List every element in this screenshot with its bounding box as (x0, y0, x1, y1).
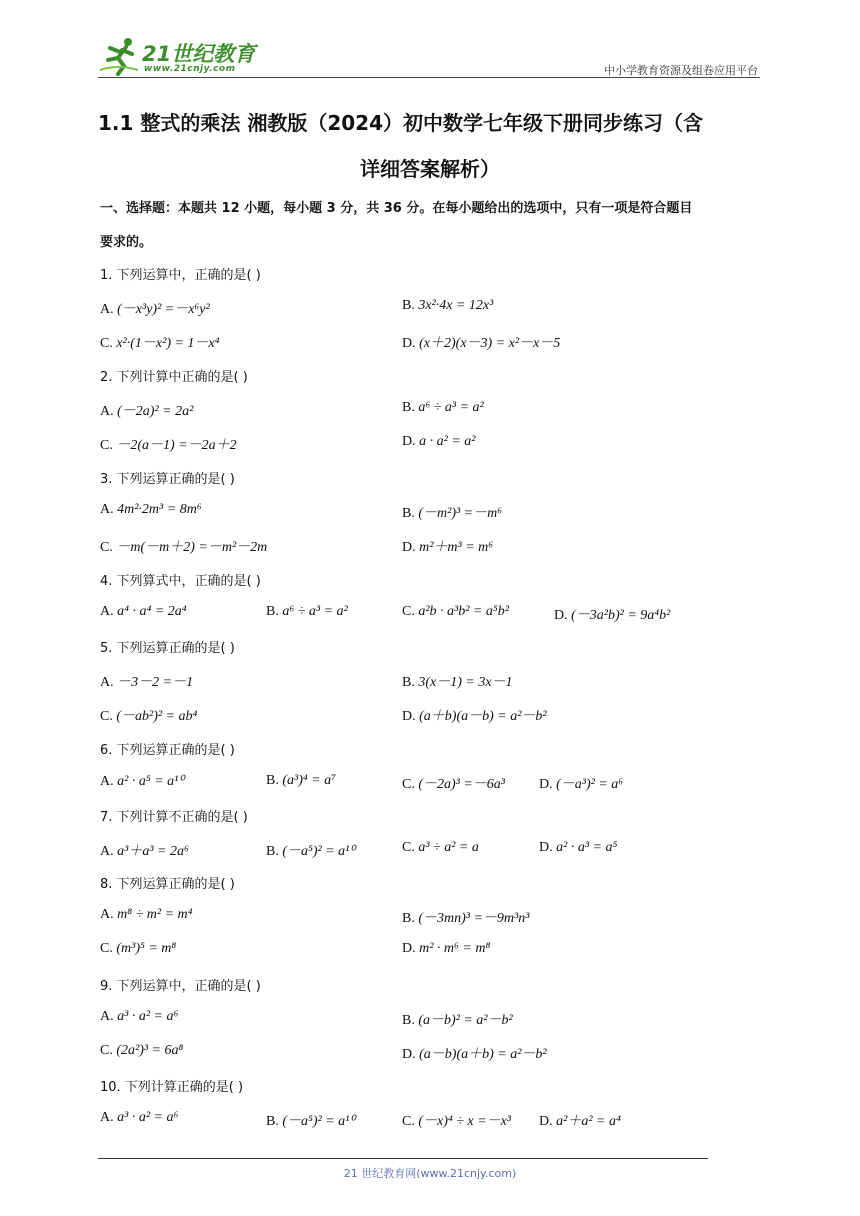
footer-link[interactable]: 21 世纪教育网(www.21cnjy.com) (343, 1167, 517, 1180)
option-b: B. (－a⁵)² = a¹⁰ (266, 844, 355, 859)
option-c: C. (－x)⁴ ÷ x =－x³ (402, 1114, 512, 1129)
title-line-2: 详细答案解析） (360, 157, 500, 181)
option-a: A. m⁸ ÷ m² = m⁴ (100, 907, 193, 922)
option-a: A. (－2a)² = 2a² (100, 404, 194, 419)
section-line-2: 要求的。 (100, 235, 153, 250)
option-b: B. 3(x－1) = 3x－1 (402, 675, 513, 690)
logo-text: 21世纪教育 (142, 42, 256, 66)
question-stem: 7. 下列计算不正确的是( ) (100, 810, 248, 825)
option-d: D. (a－b)(a＋b) = a²－b² (402, 1047, 547, 1062)
option-d: D. a² · a³ = a⁵ (539, 840, 618, 855)
option-d: D. a · a² = a² (402, 434, 476, 449)
option-d: D. m²＋m³ = m⁶ (402, 540, 494, 555)
option-a: A. a³ · a² = a⁶ (100, 1110, 179, 1125)
footer-divider (98, 1158, 708, 1159)
option-c: C. (－ab²)² = ab⁴ (100, 709, 198, 724)
option-a: A. a² · a⁵ = a¹⁰ (100, 774, 184, 789)
question-stem: 3. 下列运算正确的是( ) (100, 472, 235, 487)
section-line-1: 一、选择题：本题共 12 小题，每小题 3 分，共 36 分。在每小题给出的选项中，只有一项是符合题目 (100, 201, 693, 216)
option-c: C. (－2a)³ =－6a³ (402, 777, 506, 792)
option-a: A. －3－2 =－1 (100, 675, 194, 690)
option-d: D. (－3a²b)² = 9a⁴b² (554, 608, 671, 623)
platform-name: 中小学教育资源及组卷应用平台 (604, 64, 758, 77)
question-stem: 1. 下列运算中，正确的是( ) (100, 268, 261, 283)
option-c: C. (m³)⁵ = m⁸ (100, 941, 177, 956)
option-d: D. (a＋b)(a－b) = a²－b² (402, 709, 547, 724)
question-stem: 8. 下列运算正确的是( ) (100, 877, 235, 892)
option-d: D. a²＋a² = a⁴ (539, 1114, 621, 1129)
option-c: C. (2a²)³ = 6a⁸ (100, 1043, 184, 1058)
option-c: C. －m(－m＋2) =－m²－2m (100, 540, 268, 555)
question-stem: 9. 下列运算中，正确的是( ) (100, 979, 261, 994)
document-title (98, 100, 762, 192)
title-line-1: 1.1 整式的乘法 湘教版（2024）初中数学七年级下册同步练习（含 (98, 111, 704, 135)
question-stem: 10. 下列计算正确的是( ) (100, 1080, 244, 1095)
option-b: B. (－3mn)³ =－9m³n³ (402, 911, 530, 926)
question-stem: 6. 下列运算正确的是( ) (100, 743, 235, 758)
option-b: B. (－a⁵)² = a¹⁰ (266, 1114, 355, 1129)
question-stem: 2. 下列计算中正确的是( ) (100, 370, 248, 385)
option-b: B. 3x²·4x = 12x³ (402, 298, 494, 313)
option-c: C. x²·(1－x²) = 1－x⁴ (100, 336, 220, 351)
option-a: A. a⁴ · a⁴ = 2a⁴ (100, 604, 187, 619)
logo-url: www.21cnjy.com (144, 64, 236, 74)
option-c: C. －2(a－1) =－2a＋2 (100, 438, 237, 453)
option-a: A. a³ · a² = a⁶ (100, 1009, 179, 1024)
header-divider (98, 77, 760, 78)
question-stem: 4. 下列算式中，正确的是( ) (100, 574, 261, 589)
option-c: C. a³ ÷ a² = a (402, 840, 479, 855)
option-d: D. m² · m⁶ = m⁸ (402, 941, 491, 956)
option-b: B. a⁶ ÷ a³ = a² (266, 604, 348, 619)
option-a: A. (－x³y)² =－x⁶y² (100, 302, 210, 317)
option-b: B. (a³)⁴ = a⁷ (266, 773, 337, 788)
runner-logo-icon (98, 36, 142, 76)
option-b: B. (a－b)² = a²－b² (402, 1013, 513, 1028)
option-a: A. a³＋a³ = 2a⁶ (100, 844, 189, 859)
option-b: B. a⁶ ÷ a³ = a² (402, 400, 484, 415)
option-d: D. (x＋2)(x－3) = x²－x－5 (402, 336, 561, 351)
option-d: D. (－a³)² = a⁶ (539, 777, 624, 792)
section-heading (100, 192, 764, 260)
site-logo[interactable] (98, 34, 268, 80)
option-b: B. (－m²)³ =－m⁶ (402, 506, 503, 521)
option-c: C. a²b · a³b² = a⁵b² (402, 604, 509, 619)
option-a: A. 4m²·2m³ = 8m⁶ (100, 502, 202, 517)
page-header (98, 34, 760, 80)
question-stem: 5. 下列运算正确的是( ) (100, 641, 235, 656)
